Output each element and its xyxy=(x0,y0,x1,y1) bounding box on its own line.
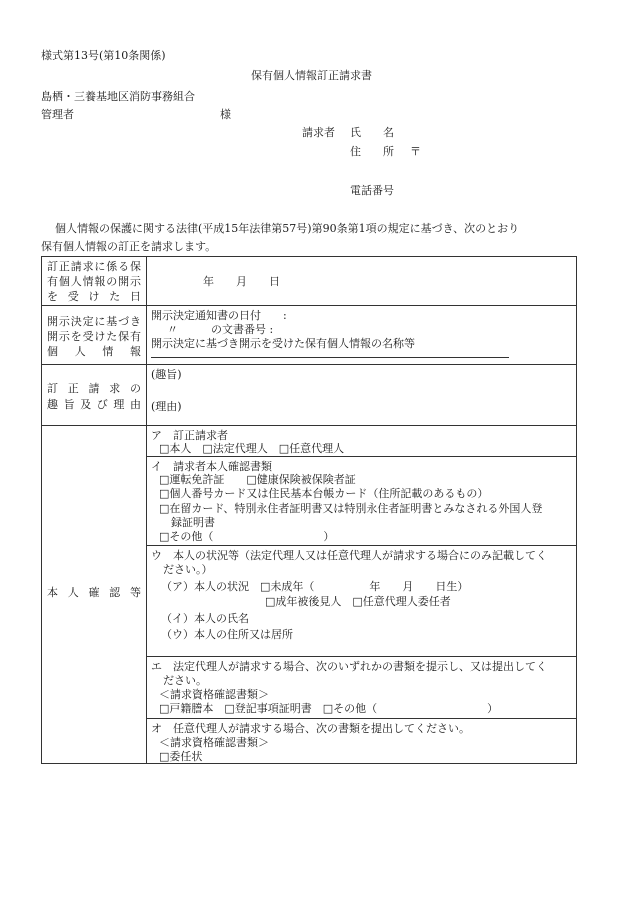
label-line: 開示を受けた保有 xyxy=(47,330,141,343)
principal-address-label: （ウ）本人の住所又は居所 xyxy=(161,628,293,641)
id-doc-option-residence-cont: 録証明書 xyxy=(171,516,215,529)
requester-phone-label: 電話番号 xyxy=(350,184,394,197)
row-purpose-reason xyxy=(42,365,577,426)
notice-date-label: 開示決定通知書の日付 : xyxy=(151,309,287,322)
id-doc-option-mynumber: □個人番号カード又は住民基本台帳カード（住所記載のあるもの） xyxy=(159,487,489,500)
principal-status-line: （ア）本人の状況 □未成年（ 年 月 日生） xyxy=(161,580,469,593)
label-line: 有個人情報の開示 xyxy=(47,275,141,288)
principal-status-options: □成年被後見人 □任意代理人委任者 xyxy=(265,595,451,608)
section-requester xyxy=(147,426,576,457)
id-doc-option-residence: □在留カード、特別永住者証明書又は特別永住者証明書とみなされる外国人登 xyxy=(159,502,543,515)
requester-name-label: 氏 名 xyxy=(350,126,394,139)
disclosed-info-underline xyxy=(151,357,509,358)
section-voluntary-agent-title: オ 任意代理人が請求する場合、次の書類を提出してください。 xyxy=(151,722,470,735)
voluntary-agent-docs-option: □委任状 xyxy=(159,750,203,763)
requester-address-label: 住 所 xyxy=(350,145,394,158)
label-line: 個 人 情 報 xyxy=(47,345,141,358)
label-disclosed-info xyxy=(42,306,147,365)
label-identity xyxy=(42,426,147,764)
postal-mark: 〒 xyxy=(410,145,421,158)
label-purpose-reason xyxy=(42,365,147,426)
intro-line-1: 個人情報の保護に関する法律(平成15年法律第57号)第90条第1項の規定に基づき、次のとおり xyxy=(55,222,520,235)
correction-request-table xyxy=(41,256,577,764)
addressee-organization: 島栖・三養基地区消防事務組合 xyxy=(41,90,195,103)
disclosure-date-value: 年 月 日 xyxy=(203,275,280,288)
section-legal-agent-docs xyxy=(147,657,576,719)
value-disclosure-date xyxy=(147,257,577,306)
id-doc-option-other: □その他（ ） xyxy=(159,530,335,543)
requester-type-options: □本人 □法定代理人 □任意代理人 xyxy=(159,442,345,455)
document-number-label: 〃 の文書番号 : xyxy=(167,323,274,336)
label-line: 趣 旨 及 び 理 由 xyxy=(47,398,141,411)
legal-agent-docs-heading: ＜請求資格確認書類＞ xyxy=(159,688,269,701)
section-requester-title: ア 訂正請求者 xyxy=(151,429,228,442)
section-principal-status xyxy=(147,546,576,657)
principal-name-label: （イ）本人の氏名 xyxy=(161,612,249,625)
section-principal-status-title-cont: ださい。） xyxy=(163,563,213,576)
label-disclosure-date xyxy=(42,257,147,306)
addressee-role: 管理者 xyxy=(41,108,74,121)
section-id-documents-title: イ 請求者本人確認書類 xyxy=(151,460,272,473)
section-legal-agent-title-cont: ださい。 xyxy=(163,674,207,687)
disclosed-info-name-label: 開示決定に基づき開示を受けた保有個人情報の名称等 xyxy=(151,337,415,350)
requester-label: 請求者 xyxy=(302,126,335,139)
reason-label: (理由) xyxy=(151,400,182,413)
section-voluntary-agent-docs xyxy=(147,719,576,763)
form-number: 様式第13号(第10条関係) xyxy=(41,49,166,62)
section-id-documents xyxy=(147,457,576,546)
label-line: 本 人 確 認 等 xyxy=(47,586,141,599)
label-line: を 受 け た 日 xyxy=(47,290,141,303)
row-identity xyxy=(42,426,577,764)
document-title: 保有個人情報訂正請求書 xyxy=(251,69,372,82)
voluntary-agent-docs-heading: ＜請求資格確認書類＞ xyxy=(159,736,269,749)
value-purpose-reason xyxy=(147,365,577,426)
id-doc-option-license: □運転免許証 □健康保険被保険者証 xyxy=(159,473,356,486)
value-identity xyxy=(147,426,577,764)
row-disclosure-date xyxy=(42,257,577,306)
legal-agent-docs-options: □戸籍謄本 □登記事項証明書 □その他（ ） xyxy=(159,702,499,715)
label-line: 開示決定に基づき xyxy=(47,315,141,328)
label-line: 訂正請求に係る保 xyxy=(47,260,141,273)
section-principal-status-title: ウ 本人の状況等（法定代理人又は任意代理人が請求する場合にのみ記載してく xyxy=(151,549,547,562)
section-legal-agent-title: エ 法定代理人が請求する場合、次のいずれかの書類を提示し、又は提出してく xyxy=(151,660,547,673)
value-disclosed-info xyxy=(147,306,577,365)
purpose-label: (趣旨) xyxy=(151,368,182,381)
row-disclosed-info xyxy=(42,306,577,365)
label-line: 訂 正 請 求 の xyxy=(47,382,141,395)
intro-line-2: 保有個人情報の訂正を請求します。 xyxy=(41,240,217,253)
honorific: 様 xyxy=(220,108,231,121)
